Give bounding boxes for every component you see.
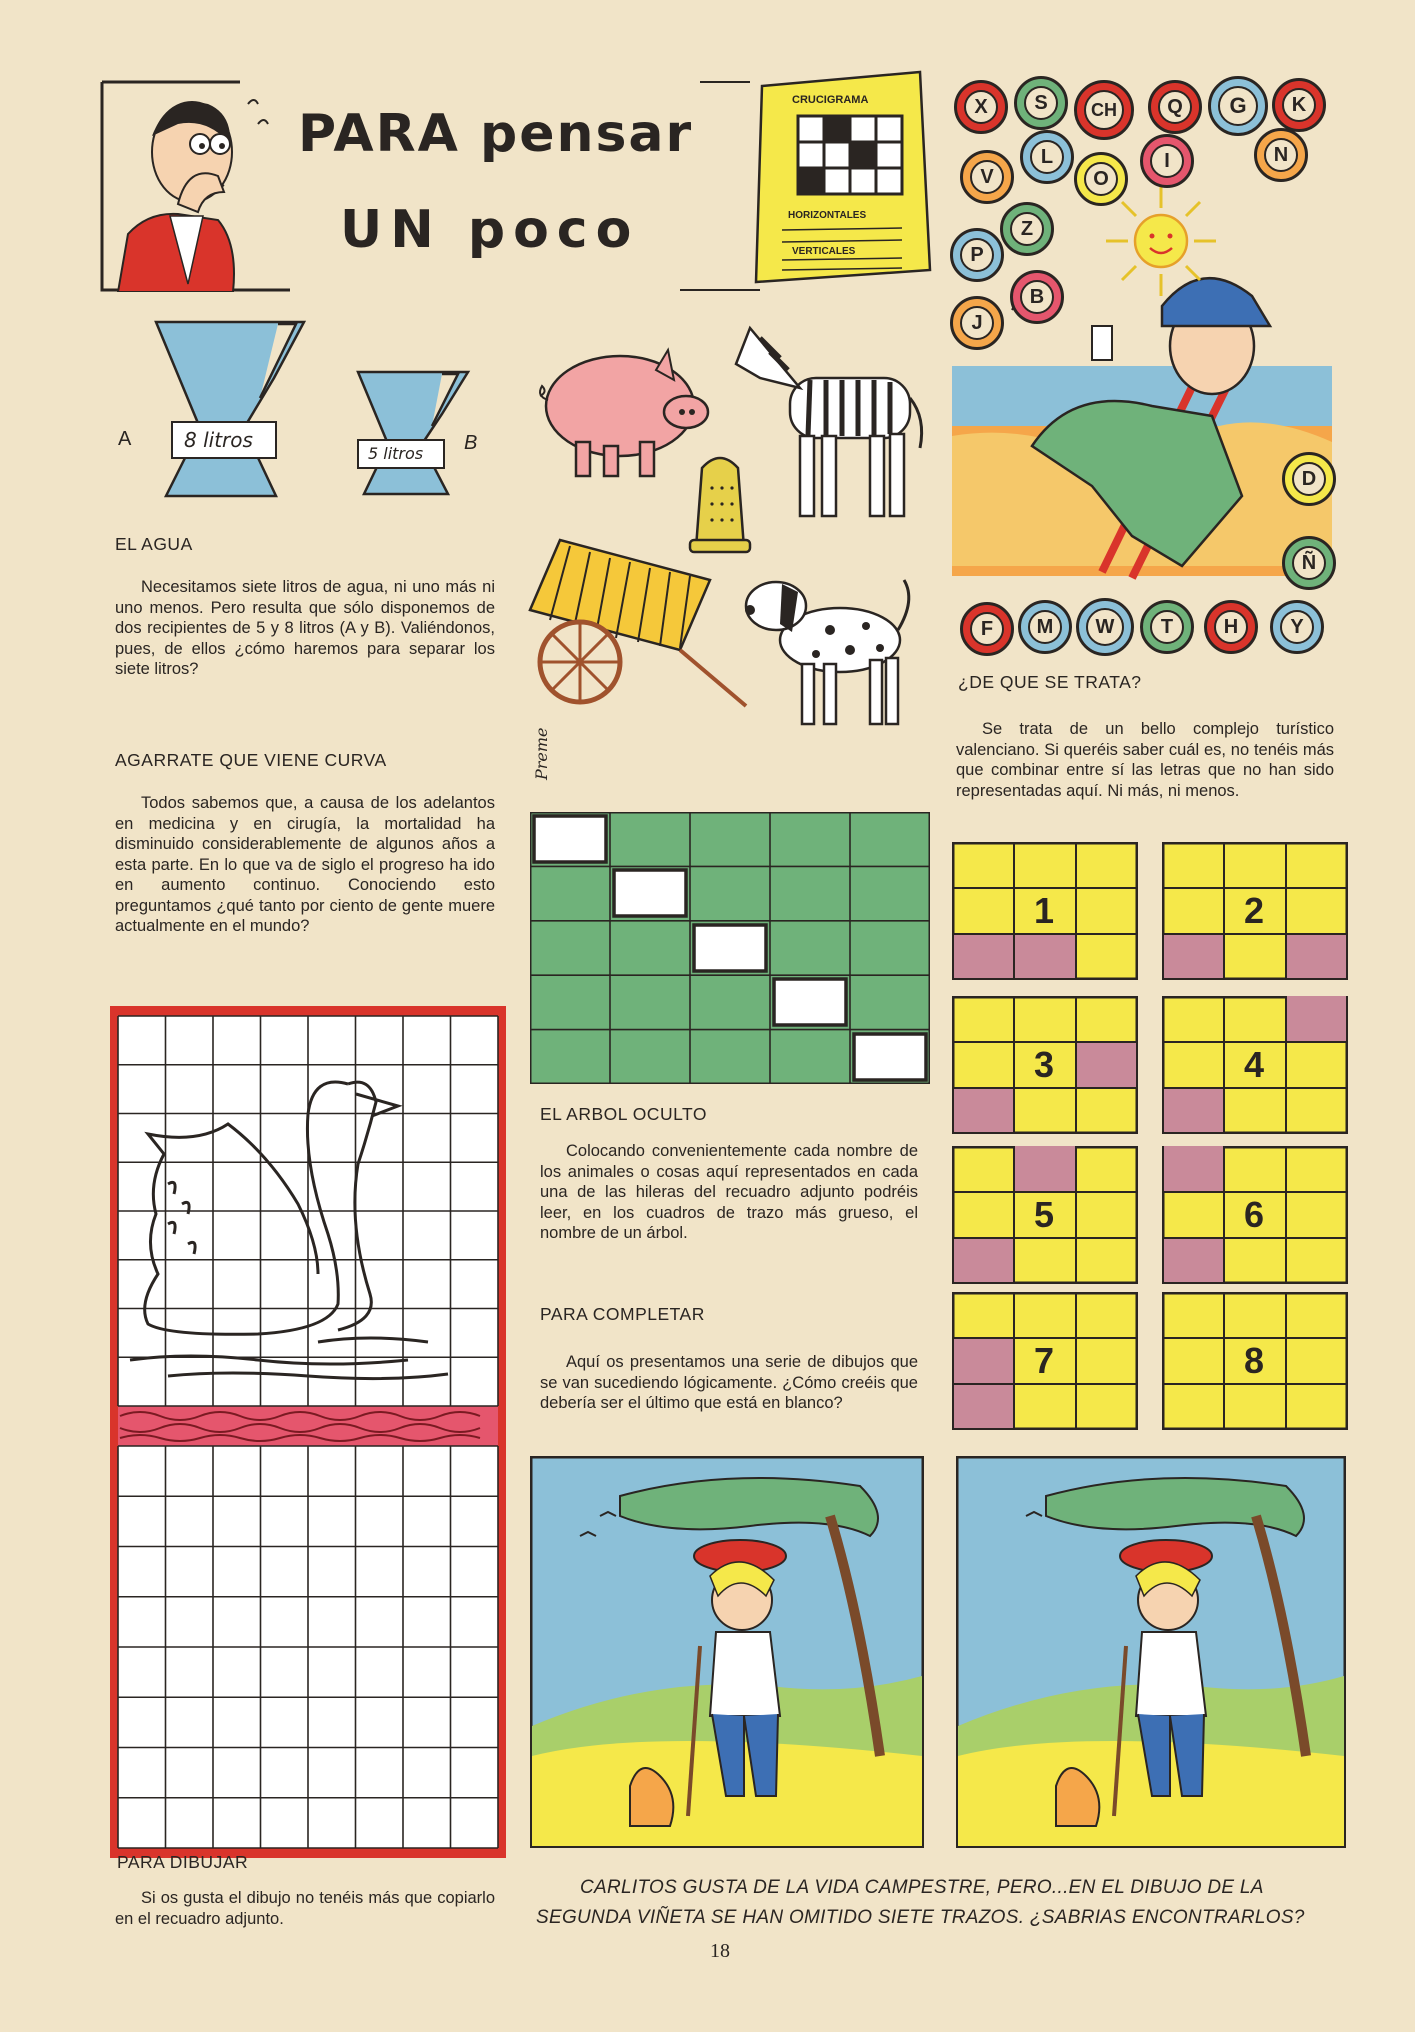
arbol-oculto-heading: EL ARBOL OCULTO xyxy=(540,1104,707,1124)
jug-b-volume: 5 litros xyxy=(368,444,424,463)
sequence-number: 6 xyxy=(1244,1194,1265,1235)
sequence-number: 8 xyxy=(1244,1340,1265,1381)
jug-a-label: A xyxy=(118,428,132,450)
letter-ball xyxy=(1270,600,1324,654)
letter-ball-inner: W xyxy=(1086,608,1124,646)
cart-illustration xyxy=(520,530,750,710)
letter-ball xyxy=(1140,134,1194,188)
sequence-number: 2 xyxy=(1244,890,1265,931)
artist-signature: Preme xyxy=(532,727,551,780)
letter-ball-inner: H xyxy=(1214,610,1248,644)
para-completar-heading: PARA COMPLETAR xyxy=(540,1304,705,1324)
sequence-panel xyxy=(952,1146,1138,1284)
letter-ball xyxy=(950,228,1004,282)
sequence-panel xyxy=(1162,1146,1348,1284)
letter-ball xyxy=(1140,600,1194,654)
letter-ball xyxy=(1272,78,1326,132)
letter-ball xyxy=(1282,536,1336,590)
dog-illustration xyxy=(740,560,920,730)
page-title-line2: UN poco xyxy=(340,200,640,260)
sequence-panel xyxy=(1162,996,1348,1134)
crossword-horizontales: HORIZONTALES xyxy=(788,210,867,221)
crossword-verticales: VERTICALES xyxy=(792,246,856,257)
letter-ball-inner: K xyxy=(1282,88,1316,122)
sequence-number: 3 xyxy=(1034,1044,1055,1085)
arbol-oculto-grid xyxy=(530,812,930,1084)
sequence-panel xyxy=(952,1292,1138,1430)
letter-ball-inner: S xyxy=(1024,86,1058,120)
letter-ball xyxy=(1018,600,1072,654)
jug-b-illustration xyxy=(352,368,472,500)
crossword-newspaper-illustration xyxy=(752,70,932,284)
sun-illustration xyxy=(1106,186,1216,296)
el-agua-body: Necesitamos siete litros de agua, ni uno más ni uno menos. Pero resulta que sólo disponemos de dos recipientes de 5 y 8 litros (A y B). Valiéndonos, pues, de ellos ¿cómo haremos para separar los siete litros? xyxy=(115,578,495,678)
letter-ball-inner: Z xyxy=(1010,212,1044,246)
letter-ball-inner: B xyxy=(1020,280,1054,314)
agarrate-body: Todos sabemos que, a causa de los adelantos en medicina y en cirugía, la mortalidad ha disminuido considerablemente de algunos años a esta parte. En lo que va de siglo el progreso ha ido en aumento continuo. Conociendo esto preguntamos ¿qué tanto por ciento de gente muere actualmente en el mundo? xyxy=(115,794,495,935)
sequence-number: 4 xyxy=(1244,1044,1265,1085)
page-number: 18 xyxy=(710,1940,730,1962)
letter-ball-inner: CH xyxy=(1084,90,1124,130)
letter-ball xyxy=(960,150,1014,204)
letter-ball xyxy=(1010,270,1064,324)
letter-ball-inner: O xyxy=(1084,162,1118,196)
letter-ball xyxy=(1000,202,1054,256)
de-que-se-trata-heading: ¿DE QUE SE TRATA? xyxy=(958,672,1142,692)
comic-caption-line2: SEGUNDA VIÑETA SE HAN OMITIDO SIETE TRAZOS. ¿SABRIAS ENCONTRARLOS? xyxy=(536,1907,1305,1928)
arbol-oculto-body: Colocando convenientemente cada nombre de los animales o cosas aquí representados en cada una de las hileras del recuadro adjunto podréis leer, en los cuadros de trazo más grueso, el nombre de un árbol. xyxy=(540,1142,918,1242)
jug-b-label: B xyxy=(464,432,478,454)
letter-ball xyxy=(1074,80,1134,140)
letter-ball xyxy=(954,80,1008,134)
letter-ball-inner: I xyxy=(1150,144,1184,178)
el-agua-heading: EL AGUA xyxy=(115,534,193,554)
letter-ball-inner: F xyxy=(970,612,1004,646)
letter-ball-inner: T xyxy=(1150,610,1184,644)
para-dibujar-heading: PARA DIBUJAR xyxy=(117,1852,249,1872)
jug-a-illustration xyxy=(148,318,308,500)
letter-ball-inner: L xyxy=(1030,140,1064,174)
letter-ball-inner: G xyxy=(1218,86,1258,126)
de-que-se-trata-body: Se trata de un bello complejo turístico valenciano. Si queréis saber cuál es, no tenéis más que combinar entre sí las letras que no han sido representadas aquí. Ni más, ni menos. xyxy=(956,720,1334,800)
letter-ball xyxy=(950,296,1004,350)
page-title-line1: PARA pensar xyxy=(298,104,694,164)
letter-ball xyxy=(1014,76,1068,130)
sequence-number: 1 xyxy=(1034,890,1055,931)
letter-ball xyxy=(1076,598,1134,656)
letter-ball-inner: Y xyxy=(1280,610,1314,644)
letter-ball-inner: J xyxy=(960,306,994,340)
para-completar-body: Aquí os presentamos una serie de dibujos que se van sucediendo lógicamente. ¿Cómo creéis que debería ser el último que está en blanco? xyxy=(540,1353,918,1412)
letter-ball-inner: D xyxy=(1292,462,1326,496)
crossword-tag: CRUCIGRAMA xyxy=(792,94,869,106)
carlitos-panel-2 xyxy=(956,1456,1346,1848)
letter-ball-inner: P xyxy=(960,238,994,272)
para-dibujar-body: Si os gusta el dibujo no tenéis más que copiarlo en el recuadro adjunto. xyxy=(115,1889,495,1928)
letter-ball xyxy=(1254,128,1308,182)
thinking-man-illustration xyxy=(108,84,288,292)
letter-ball xyxy=(1204,600,1258,654)
letter-ball-inner: M xyxy=(1028,610,1062,644)
letter-ball-inner: X xyxy=(964,90,998,124)
sequence-panel-blank xyxy=(1162,1292,1348,1430)
letter-ball-inner: N xyxy=(1264,138,1298,172)
zebra-illustration xyxy=(730,318,930,528)
sequence-number: 5 xyxy=(1034,1194,1055,1235)
letter-ball xyxy=(1282,452,1336,506)
sequence-panel xyxy=(952,996,1138,1134)
sequence-panel xyxy=(1162,842,1348,980)
letter-ball xyxy=(1208,76,1268,136)
beach-scene-illustration xyxy=(952,266,1332,586)
letter-ball-inner: Q xyxy=(1158,90,1192,124)
comic-caption-line1: CARLITOS GUSTA DE LA VIDA CAMPESTRE, PERO...EN EL DIBUJO DE LA xyxy=(580,1877,1264,1898)
letter-ball xyxy=(1074,152,1128,206)
swan-drawing-frame xyxy=(108,1004,508,1860)
letter-ball-inner: V xyxy=(970,160,1004,194)
carlitos-panel-1 xyxy=(530,1456,924,1848)
sequence-panel xyxy=(952,842,1138,980)
letter-ball xyxy=(1020,130,1074,184)
sequence-number: 7 xyxy=(1034,1340,1055,1381)
letter-ball-inner: Ñ xyxy=(1292,546,1326,580)
jug-a-volume: 8 litros xyxy=(184,428,253,452)
agarrate-heading: AGARRATE QUE VIENE CURVA xyxy=(115,750,387,770)
letter-ball xyxy=(960,602,1014,656)
letter-ball xyxy=(1148,80,1202,134)
